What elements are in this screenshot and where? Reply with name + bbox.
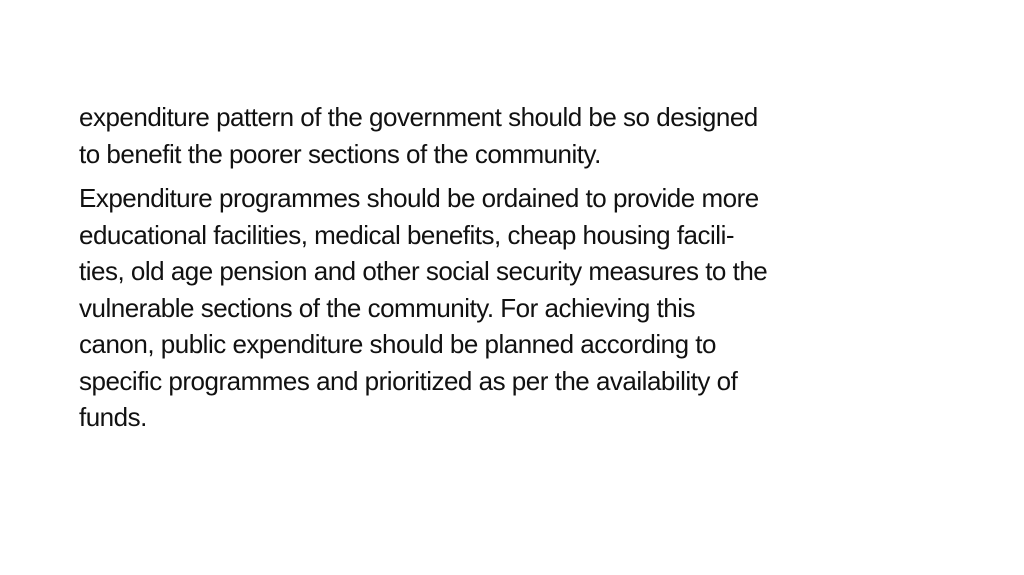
paragraph-line: ties, old age pension and other social security measures to the <box>79 256 768 286</box>
paragraph-2 <box>79 180 959 436</box>
paragraph-line: expenditure pattern of the government should be so designed <box>79 102 758 132</box>
paragraph-1 <box>79 99 959 172</box>
slide-body <box>79 99 959 436</box>
paragraph-line: to benefit the poorer sections of the community. <box>79 138 601 169</box>
paragraph-line: vulnerable sections of the community. For achieving this <box>79 292 696 323</box>
paragraph-line: specific programmes and prioritized as per the availability of <box>79 365 738 396</box>
paragraph-line: Expenditure programmes should be ordained to provide more <box>79 183 759 213</box>
paragraph-line: canon, public expenditure should be planned according to <box>79 329 716 359</box>
paragraph-line: educational facilities, medical benefits, cheap housing facili- <box>79 219 734 250</box>
paragraph-line: funds. <box>79 402 147 432</box>
